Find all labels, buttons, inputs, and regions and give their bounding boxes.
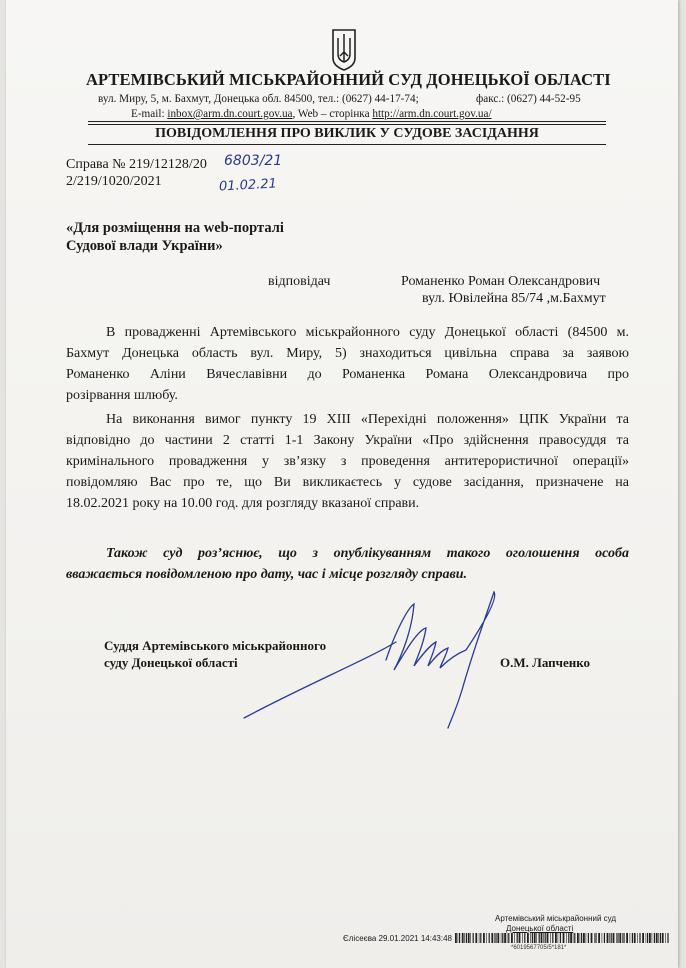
court-name: АРТЕМІВСЬКИЙ МІСЬКРАЙОННИЙ СУД ДОНЕЦЬКОЇ ОБЛАСТІ bbox=[86, 70, 611, 89]
paragraph-line: Романенко Аліни Вячеславівни до Романенка Романа Олександровича про bbox=[66, 367, 629, 382]
paragraph-line: На виконання вимог пункту 19 XIII «Перехідні положення» ЦПК України та bbox=[106, 412, 629, 427]
paragraph-line: Також суд роз’яснює, що з опублікуванням такого оголошення особа bbox=[106, 546, 629, 561]
web-portal-note: Судової влади України» bbox=[66, 238, 223, 254]
paragraph-line: 18.02.2021 року на 10.00 год. для розгляду вказаної справи. bbox=[66, 496, 420, 511]
notice-title: ПОВІДОМЛЕННЯ ПРО ВИКЛИК У СУДОВЕ ЗАСІДАННЯ bbox=[155, 126, 539, 141]
paragraph-line: вважається повідомленою про дату, час і місце розгляду справи. bbox=[66, 567, 468, 582]
case-number: Справа № 219/12128/20 bbox=[66, 157, 207, 172]
summons-paragraph bbox=[66, 409, 629, 514]
barcode bbox=[455, 933, 670, 943]
paragraph-line: В провадженні Артемівського міськрайонного суду Донецької області (84500 м. bbox=[106, 325, 629, 340]
web-link[interactable]: http://arm.dn.court.gov.ua/ bbox=[372, 108, 492, 120]
respondent-name: Романенко Роман Олександрович bbox=[401, 274, 601, 289]
court-fax: факс.: (0627) 44-52-95 bbox=[476, 93, 581, 105]
registry-stamp-court: Артемівський міськрайонний суд bbox=[495, 914, 617, 923]
email-link[interactable]: inbox@arm.dn.court.gov.ua bbox=[167, 108, 293, 120]
web-portal-note: «Для розміщення на web-порталі bbox=[66, 220, 284, 236]
paragraph-line: розірвання шлюбу. bbox=[66, 388, 178, 403]
barcode-number: *6019567705/5*181* bbox=[511, 945, 567, 951]
header-divider bbox=[88, 121, 606, 122]
trident-emblem-icon bbox=[330, 28, 358, 72]
title-divider bbox=[88, 144, 606, 145]
handwritten-date: 01.02.21 bbox=[218, 176, 278, 195]
document-page bbox=[6, 0, 678, 968]
judge-title: суду Донецької області bbox=[104, 655, 238, 670]
notice-explanation-paragraph bbox=[66, 543, 629, 585]
proceeding-number: 2/219/1020/2021 bbox=[66, 174, 162, 189]
registry-clerk-timestamp: Єлісеєва 29.01.2021 14:43:48 bbox=[343, 934, 452, 943]
paragraph-line: відповідно до частини 2 статті 1-1 Закону України «Про здійснення правосуддя та bbox=[66, 433, 629, 448]
court-address: вул. Миру, 5, м. Бахмут, Донецька обл. 84500, тел.: (0627) 44-17-74; bbox=[98, 93, 419, 105]
web-label: , Web – сторінка bbox=[292, 108, 373, 120]
paragraph-line: повідомляю Вас про те, що Ви викликаєтесь у судове засідання, призначене на bbox=[66, 475, 629, 490]
registry-stamp-region: Донецької області bbox=[506, 924, 574, 933]
respondent-label: відповідач bbox=[268, 274, 331, 289]
handwritten-outgoing-number: 6803/21 bbox=[224, 153, 283, 169]
handwritten-signature bbox=[236, 590, 516, 740]
case-description-paragraph bbox=[66, 322, 629, 406]
judge-name: О.М. Лапченко bbox=[500, 655, 591, 670]
respondent-address: вул. Ювілейна 85/74 ,м.Бахмут bbox=[422, 291, 606, 306]
paragraph-line: Бахмут Донецька область вул. Миру, 5) знаходиться цивільна справа за заявою bbox=[66, 346, 629, 361]
judge-title: Суддя Артемівського міськрайонного bbox=[104, 638, 327, 653]
court-contacts bbox=[131, 108, 492, 120]
header-divider bbox=[88, 124, 606, 125]
email-label: E-mail: bbox=[131, 108, 168, 120]
paragraph-line: кримінального провадження у зв’язку з проведення антитерористичної операції» bbox=[66, 454, 629, 469]
